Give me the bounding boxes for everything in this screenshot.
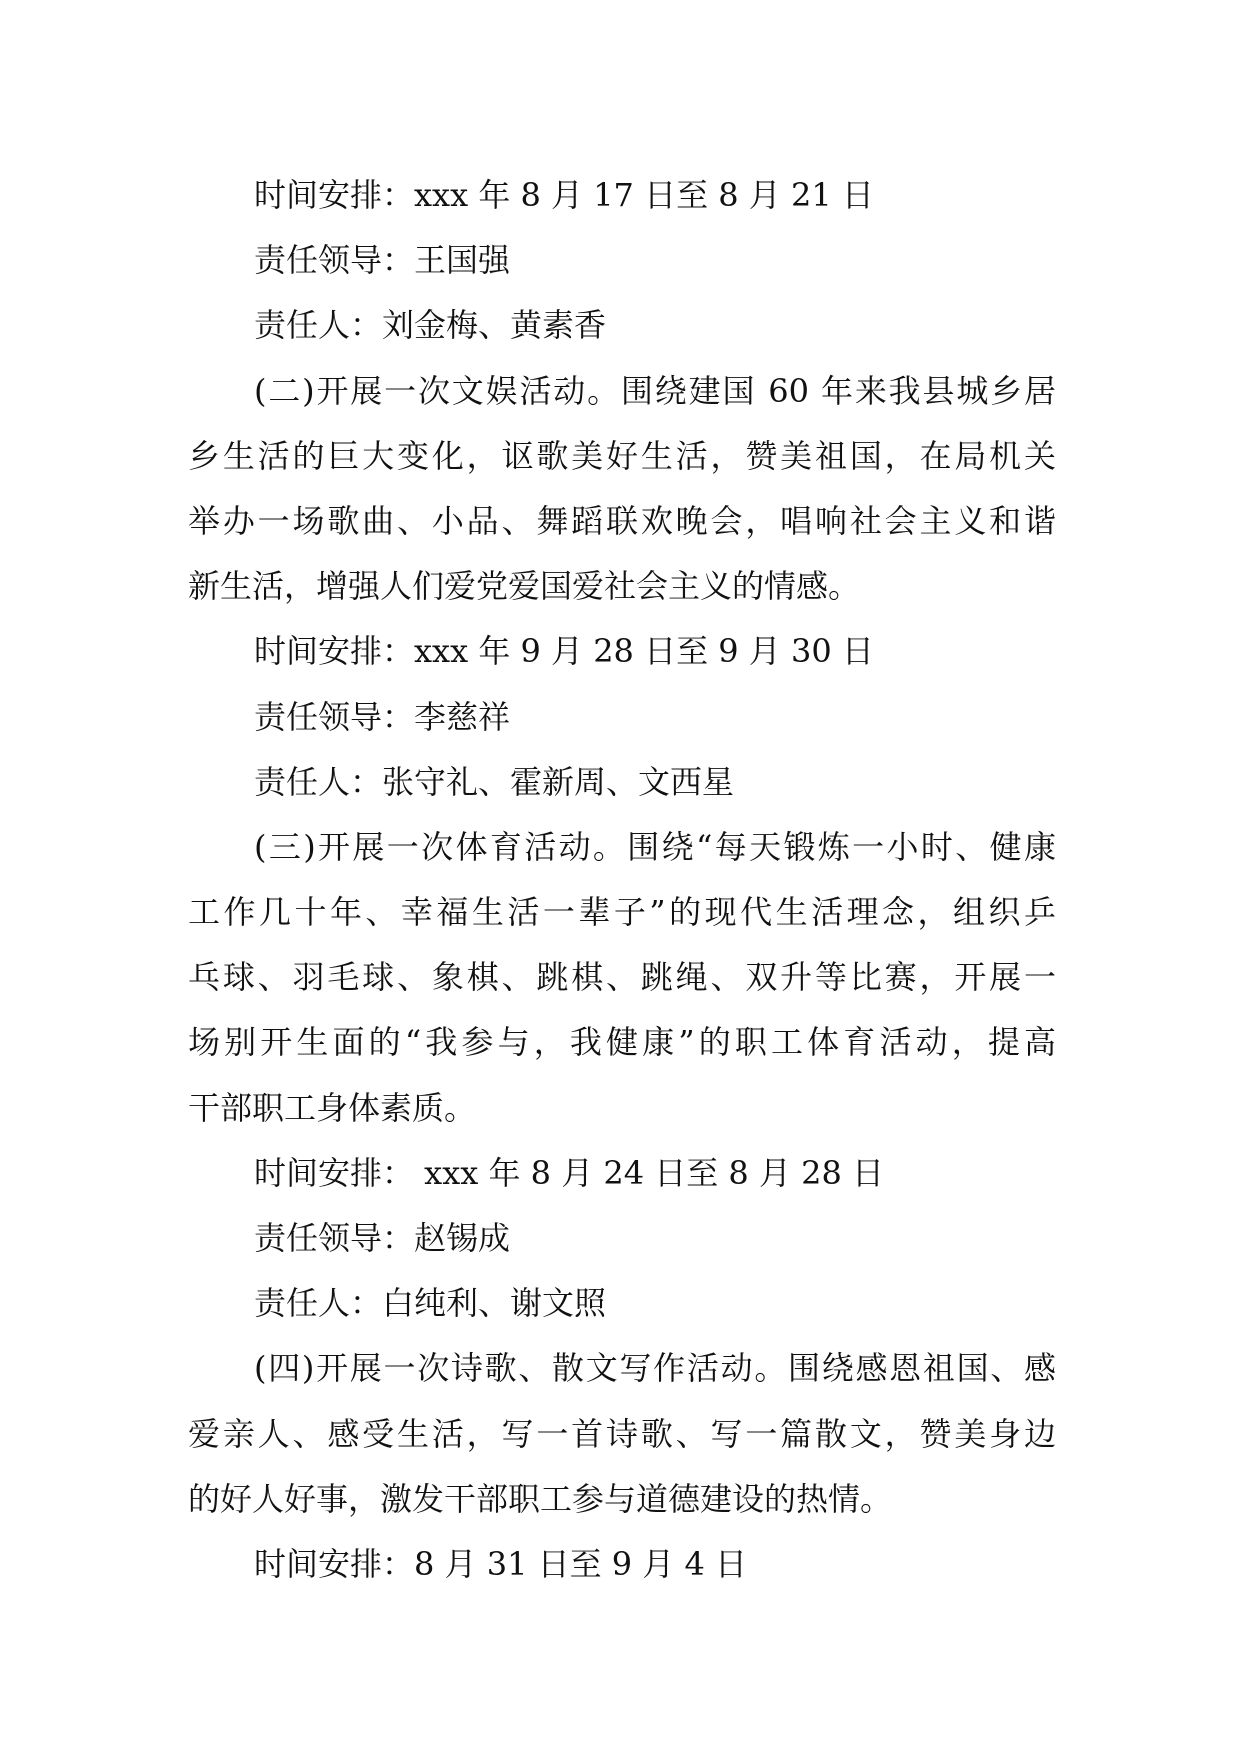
text-line: 场别开生面的“我参与，我健康”的职工体育活动，提高: [188, 1023, 1056, 1062]
paragraph-line: [188, 1010, 1056, 1075]
text-line: 时间安排：xxx 年 9 月 28 日至 9 月 30 日: [254, 632, 874, 671]
paragraph-line: [188, 489, 1056, 554]
paragraph-line: [188, 554, 1056, 619]
paragraph-line: [188, 1076, 1056, 1141]
schedule-line: [188, 1141, 1056, 1206]
responsible-line: [188, 1271, 1056, 1336]
paragraph-line: [188, 815, 1056, 880]
paragraph-line: [188, 424, 1056, 489]
paragraph-line: [188, 1402, 1056, 1467]
text-line: 责任领导：李慈祥: [254, 697, 511, 736]
schedule-line: [188, 619, 1056, 684]
text-line: 责任领导：赵锡成: [254, 1219, 511, 1257]
paragraph-line: [188, 1467, 1056, 1532]
text-line: 干部职工身体素质。: [188, 1088, 477, 1127]
text-line: 时间安排：xxx 年 8 月 17 日至 8 月 21 日: [254, 176, 874, 214]
responsible-line: [188, 750, 1056, 815]
responsible-line: [188, 293, 1056, 358]
text-line: 爱亲人、感受生活，写一首诗歌、写一篇散文，赞美身边: [188, 1414, 1056, 1453]
text-line: 责任人：白纯利、谢文照: [254, 1284, 607, 1323]
schedule-line: [188, 163, 1056, 228]
text-line: 责任人：张守礼、霍新周、文西星: [254, 762, 735, 801]
leader-line: [188, 685, 1056, 750]
text-line: 时间安排： xxx 年 8 月 24 日至 8 月 28 日: [254, 1153, 885, 1192]
paragraph-line: [188, 359, 1056, 424]
leader-line: [188, 1206, 1056, 1271]
text-line: 的好人好事，激发干部职工参与道德建设的热情。: [188, 1479, 893, 1518]
text-line: 新生活，增强人们爱党爱国爱社会主义的情感。: [188, 567, 861, 606]
leader-line: [188, 228, 1056, 293]
text-line: 举办一场歌曲、小品、舞蹈联欢晚会，唱响社会主义和谐: [188, 501, 1056, 540]
text-line: (四)开展一次诗歌、散文写作活动。围绕感恩祖国、感: [254, 1349, 1056, 1388]
text-line: (三)开展一次体育活动。围绕“每天锻炼一小时、健康: [254, 827, 1056, 866]
paragraph-line: [188, 945, 1056, 1010]
schedule-line: [188, 1532, 1056, 1597]
text-line: (二)开展一次文娱活动。围绕建国 60 年来我县城乡居: [254, 371, 1056, 410]
text-line: 乓球、羽毛球、象棋、跳棋、跳绳、双升等比赛，开展一: [188, 958, 1056, 997]
text-line: 乡生活的巨大变化，讴歌美好生活，赞美祖国，在局机关: [188, 436, 1056, 475]
paragraph-line: [188, 880, 1056, 945]
text-line: 责任人：刘金梅、黄素香: [254, 306, 607, 345]
text-line: 责任领导：王国强: [254, 241, 511, 280]
text-line: 时间安排：8 月 31 日至 9 月 4 日: [254, 1544, 748, 1583]
paragraph-line: [188, 1336, 1056, 1401]
text-line: 工作几十年、幸福生活一辈子”的现代生活理念，组织乒: [188, 893, 1056, 932]
document-page: [188, 163, 1056, 1597]
